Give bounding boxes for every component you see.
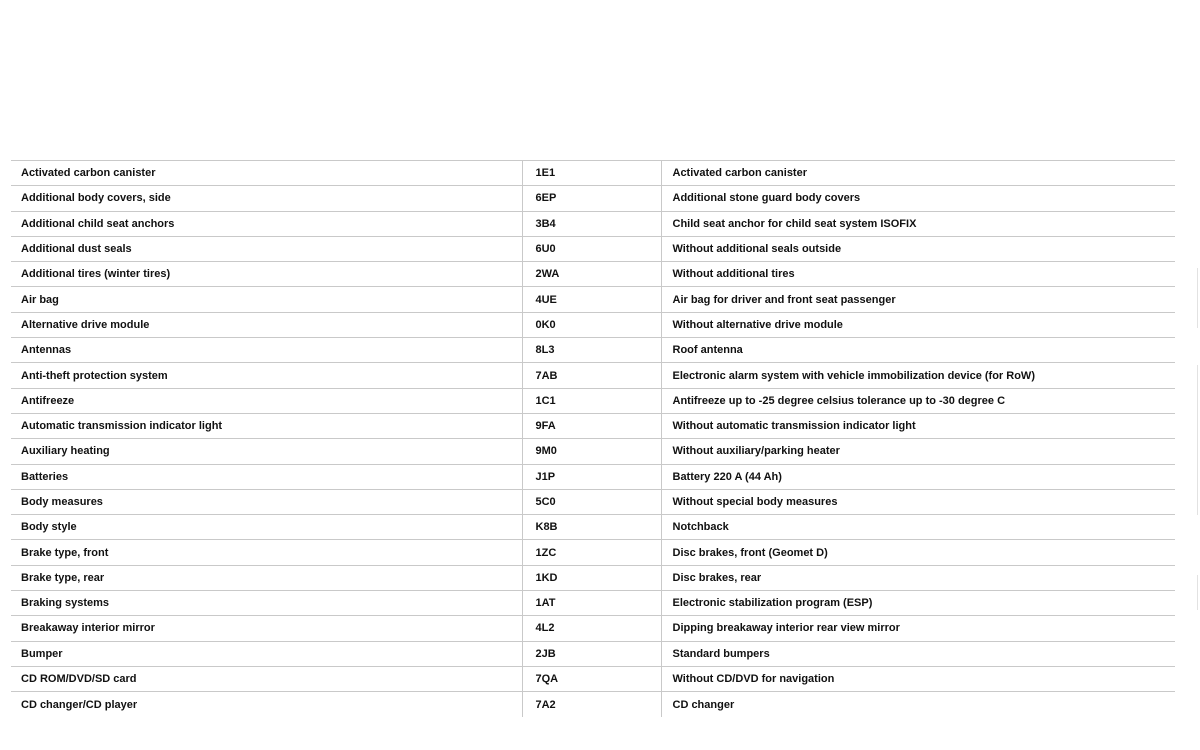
option-category: Braking systems [11, 591, 522, 616]
option-description: Additional stone guard body covers [661, 186, 1175, 211]
option-description: Antifreeze up to -25 degree celsius tolerance up to -30 degree C [661, 388, 1175, 413]
option-description: Without alternative drive module [661, 312, 1175, 337]
table-row [11, 464, 1175, 489]
option-category: Alternative drive module [11, 312, 522, 337]
option-code: 7A2 [522, 692, 661, 717]
option-code: 1KD [522, 565, 661, 590]
option-description: Dipping breakaway interior rear view mirror [661, 616, 1175, 641]
page-edge-mark [1197, 268, 1198, 328]
option-category: Brake type, rear [11, 565, 522, 590]
equipment-options-table [11, 160, 1175, 717]
option-category: Brake type, front [11, 540, 522, 565]
option-description: Electronic stabilization program (ESP) [661, 591, 1175, 616]
option-category: Additional body covers, side [11, 186, 522, 211]
table-row [11, 388, 1175, 413]
option-category: Breakaway interior mirror [11, 616, 522, 641]
option-category: Automatic transmission indicator light [11, 413, 522, 438]
table-row [11, 666, 1175, 691]
table-row [11, 186, 1175, 211]
option-code: 7AB [522, 363, 661, 388]
option-description: Disc brakes, rear [661, 565, 1175, 590]
option-description: Standard bumpers [661, 641, 1175, 666]
option-category: Batteries [11, 464, 522, 489]
option-code: 4UE [522, 287, 661, 312]
option-description: Roof antenna [661, 338, 1175, 363]
option-description: Without additional tires [661, 262, 1175, 287]
option-category: Body style [11, 515, 522, 540]
option-code: 2JB [522, 641, 661, 666]
option-category: Activated carbon canister [11, 161, 522, 186]
option-category: Air bag [11, 287, 522, 312]
table-row [11, 312, 1175, 337]
table-row [11, 413, 1175, 438]
option-code: K8B [522, 515, 661, 540]
option-description: Without automatic transmission indicator light [661, 413, 1175, 438]
table-row [11, 692, 1175, 717]
option-description: Electronic alarm system with vehicle immobilization device (for RoW) [661, 363, 1175, 388]
option-category: CD ROM/DVD/SD card [11, 666, 522, 691]
page-edge-mark [1197, 575, 1198, 610]
table-row [11, 287, 1175, 312]
table-row [11, 565, 1175, 590]
option-code: 1AT [522, 591, 661, 616]
equipment-options-sheet [11, 160, 1175, 717]
option-description: Without auxiliary/parking heater [661, 439, 1175, 464]
option-description: Notchback [661, 515, 1175, 540]
option-description: Battery 220 A (44 Ah) [661, 464, 1175, 489]
option-code: 4L2 [522, 616, 661, 641]
option-category: Additional child seat anchors [11, 211, 522, 236]
option-code: 1C1 [522, 388, 661, 413]
option-description: Without special body measures [661, 489, 1175, 514]
option-code: 0K0 [522, 312, 661, 337]
equipment-options-body [11, 161, 1175, 718]
option-description: Child seat anchor for child seat system ISOFIX [661, 211, 1175, 236]
table-row [11, 591, 1175, 616]
table-row [11, 363, 1175, 388]
option-category: Additional dust seals [11, 236, 522, 261]
option-description: CD changer [661, 692, 1175, 717]
option-description: Without additional seals outside [661, 236, 1175, 261]
option-description: Without CD/DVD for navigation [661, 666, 1175, 691]
option-category: Auxiliary heating [11, 439, 522, 464]
table-row [11, 439, 1175, 464]
option-category: Antifreeze [11, 388, 522, 413]
option-code: 9FA [522, 413, 661, 438]
table-row [11, 489, 1175, 514]
table-row [11, 236, 1175, 261]
option-code: 8L3 [522, 338, 661, 363]
table-row [11, 641, 1175, 666]
option-code: 6EP [522, 186, 661, 211]
table-row [11, 262, 1175, 287]
table-row [11, 515, 1175, 540]
option-category: Antennas [11, 338, 522, 363]
option-code: 6U0 [522, 236, 661, 261]
option-category: CD changer/CD player [11, 692, 522, 717]
page-edge-mark [1197, 365, 1198, 515]
option-category: Additional tires (winter tires) [11, 262, 522, 287]
option-code: 5C0 [522, 489, 661, 514]
table-row [11, 540, 1175, 565]
table-row [11, 211, 1175, 236]
option-code: 1E1 [522, 161, 661, 186]
option-category: Body measures [11, 489, 522, 514]
option-description: Activated carbon canister [661, 161, 1175, 186]
table-row [11, 161, 1175, 186]
option-category: Bumper [11, 641, 522, 666]
option-code: 3B4 [522, 211, 661, 236]
option-category: Anti-theft protection system [11, 363, 522, 388]
option-code: 1ZC [522, 540, 661, 565]
option-code: 2WA [522, 262, 661, 287]
option-code: J1P [522, 464, 661, 489]
option-description: Disc brakes, front (Geomet D) [661, 540, 1175, 565]
option-description: Air bag for driver and front seat passenger [661, 287, 1175, 312]
table-row [11, 338, 1175, 363]
option-code: 9M0 [522, 439, 661, 464]
option-code: 7QA [522, 666, 661, 691]
table-row [11, 616, 1175, 641]
